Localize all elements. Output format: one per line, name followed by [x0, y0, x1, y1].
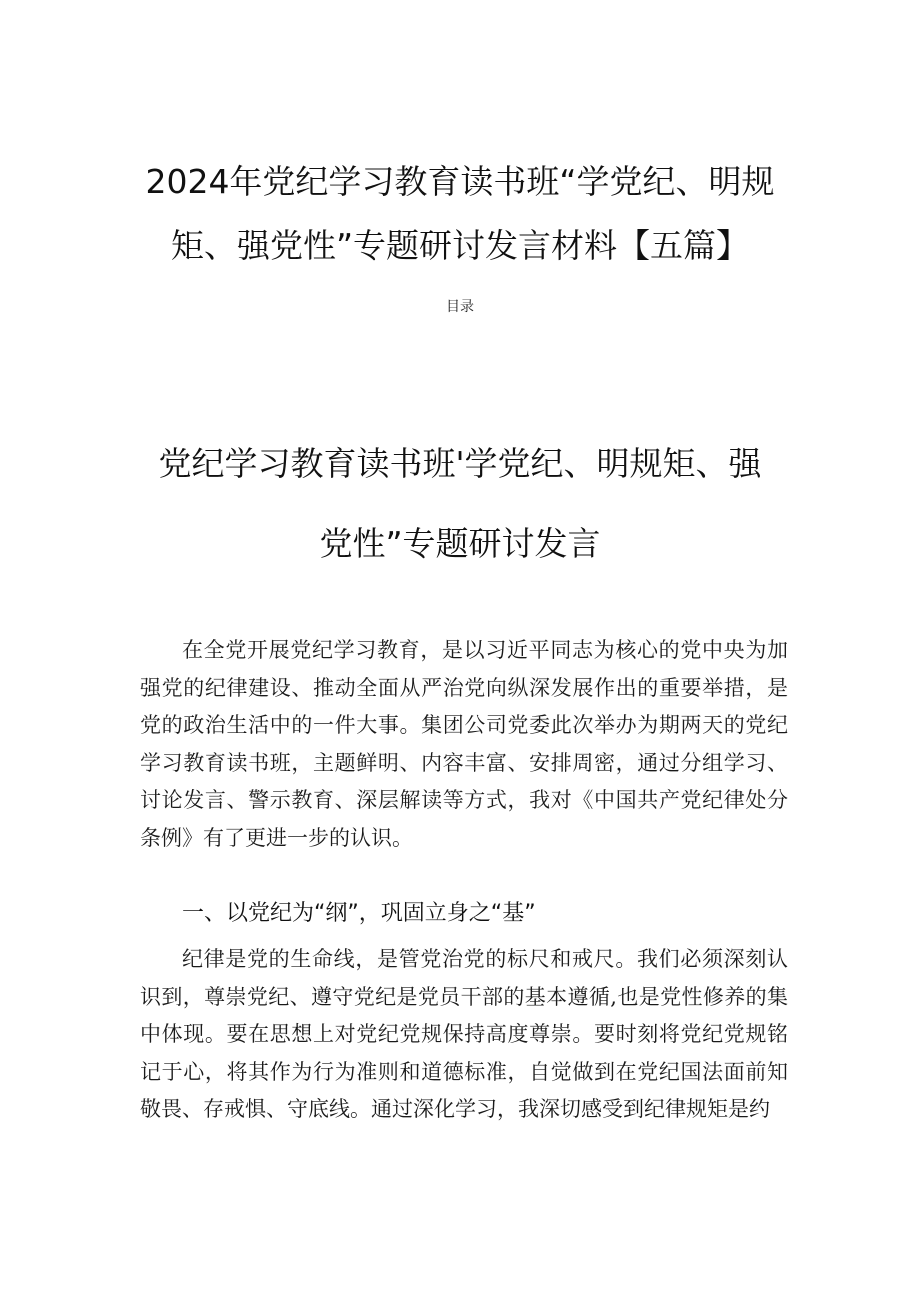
article-title-line-1: 党纪学习教育读书班'学党纪、明规矩、强	[158, 444, 762, 483]
main-title-line-1: 2024年党纪学习教育读书班“学党纪、明规	[145, 162, 775, 201]
main-title-line-2: 矩、强党性”专题研讨发言材料【五篇】	[170, 226, 750, 265]
section-heading-1: 一、以党纪为“纲”，巩固立身之“基”	[182, 901, 536, 926]
toc-label: 目录	[446, 299, 474, 315]
body-paragraph-2: 纪律是党的生命线，是管党治党的标尺和戒尺。我们必须深刻认识到，尊崇党纪、遵守党纪是党员干部的基本遵循,也是党性修养的集中体现。要在思想上对党纪党规保持高度尊崇。要时刻将党纪党规铭记于心，将其作为行为准则和道德标准，自觉做到在党纪国法面前知敬畏、存戒惧、守底线。通过深化学习，我深切感受到纪律规矩是约	[140, 947, 788, 1121]
article-title-line-2: 党性”专题研讨发言	[319, 524, 601, 563]
body-paragraph-1: 在全党开展党纪学习教育，是以习近平同志为核心的党中央为加强党的纪律建设、推动全面从严治党向纵深发展作出的重要举措，是党的政治生活中的一件大事。集团公司党委此次举办为期两天的党纪学习教育读书班，主题鲜明、内容丰富、安排周密，通过分组学习、讨论发言、警示教育、深层解读等方式，我对《中国共产党纪律处分条例》有了更进一步的认识。	[140, 638, 788, 850]
